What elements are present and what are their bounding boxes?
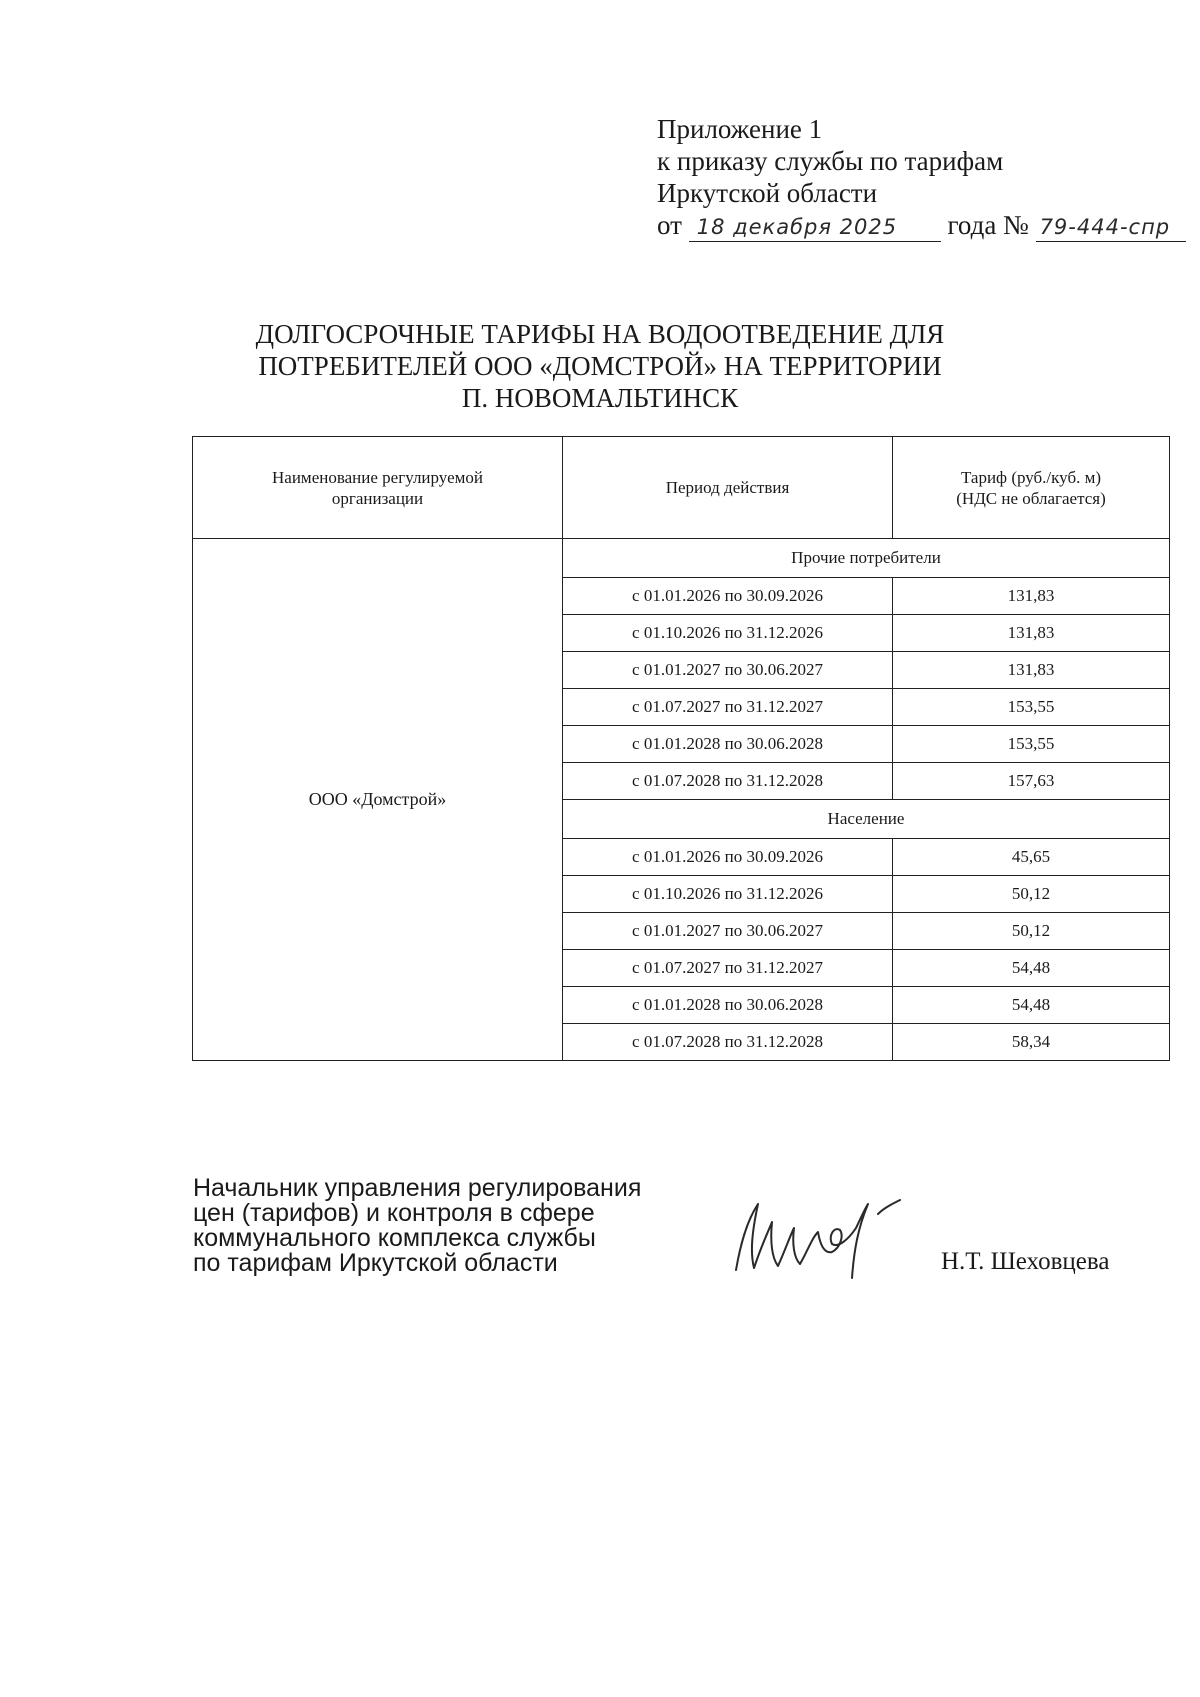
signer-name: Н.Т. Шеховцева (941, 1248, 1110, 1275)
tariff-cell: 50,12 (893, 913, 1170, 950)
title-line-3: П. НОВОМАЛЬТИНСК (461, 383, 739, 413)
period-cell: с 01.01.2026 по 30.09.2026 (563, 839, 893, 876)
annex-header (657, 113, 1186, 242)
group-name: Население (563, 800, 1170, 839)
header-period: Период действия (563, 437, 893, 539)
header-tariff-line-1: Тариф (руб./куб. м) (960, 467, 1102, 487)
period-cell: с 01.07.2028 по 31.12.2028 (563, 1024, 893, 1061)
tariff-cell: 50,12 (893, 876, 1170, 913)
tariff-cell: 45,65 (893, 839, 1170, 876)
tariff-cell: 157,63 (893, 763, 1170, 800)
position-line-3: коммунального комплекса службы (193, 1224, 596, 1252)
period-cell: с 01.10.2026 по 31.12.2026 (563, 615, 893, 652)
tariff-cell: 131,83 (893, 615, 1170, 652)
tariff-cell: 153,55 (893, 689, 1170, 726)
order-number-field (1036, 211, 1186, 242)
period-cell: с 01.07.2028 по 31.12.2028 (563, 763, 893, 800)
position-line-2: цен (тарифов) и контроля в сфере (193, 1199, 595, 1227)
annex-line-1: Приложение 1 (657, 114, 823, 144)
period-cell: с 01.07.2027 по 31.12.2027 (563, 689, 893, 726)
title-line-2: ПОТРЕБИТЕЛЕЙ ООО «ДОМСТРОЙ» НА ТЕРРИТОРИИ (258, 351, 942, 381)
annex-line-2: к приказу службы по тарифам (657, 146, 1004, 176)
tariff-cell: 153,55 (893, 726, 1170, 763)
document-title (240, 318, 960, 414)
tariff-cell: 131,83 (893, 652, 1170, 689)
period-cell: с 01.07.2027 по 31.12.2027 (563, 950, 893, 987)
table-header-row (193, 437, 1170, 539)
handwritten-signature (728, 1192, 918, 1282)
from-label: от (657, 210, 682, 240)
year-label: года № (947, 210, 1029, 240)
tariff-cell: 131,83 (893, 578, 1170, 615)
tariff-cell: 58,34 (893, 1024, 1170, 1061)
tariff-cell: 54,48 (893, 950, 1170, 987)
annex-order-line (657, 209, 1186, 242)
header-organization (193, 437, 563, 539)
header-tariff (893, 437, 1170, 539)
period-cell: с 01.01.2027 по 30.06.2027 (563, 913, 893, 950)
title-line-1: ДОЛГОСРОЧНЫЕ ТАРИФЫ НА ВОДООТВЕДЕНИЕ ДЛЯ (255, 319, 945, 349)
period-cell: с 01.01.2027 по 30.06.2027 (563, 652, 893, 689)
order-number-handwritten: 79-444-спр (1039, 215, 1171, 239)
order-date-field (689, 211, 941, 242)
period-cell: с 01.01.2028 по 30.06.2028 (563, 726, 893, 763)
order-date-handwritten: 18 декабря 2025 (696, 215, 898, 239)
group-name: Прочие потребители (563, 539, 1170, 578)
header-tariff-line-2: (НДС не облагается) (956, 488, 1106, 508)
tariff-table (192, 436, 1170, 1061)
period-cell: с 01.10.2026 по 31.12.2026 (563, 876, 893, 913)
annex-line-3: Иркутской области (657, 178, 878, 208)
group-row-other-consumers (193, 539, 1170, 578)
position-line-1: Начальник управления регулирования (193, 1174, 642, 1202)
signatory-position (193, 1176, 641, 1276)
header-organization-line-2: организации (331, 488, 424, 508)
period-cell: с 01.01.2026 по 30.09.2026 (563, 578, 893, 615)
tariff-cell: 54,48 (893, 987, 1170, 1024)
period-cell: с 01.01.2028 по 30.06.2028 (563, 987, 893, 1024)
position-line-4: по тарифам Иркутской области (193, 1249, 558, 1277)
organization-cell: ООО «Домстрой» (193, 539, 563, 1061)
header-organization-line-1: Наименование регулируемой (272, 467, 483, 487)
